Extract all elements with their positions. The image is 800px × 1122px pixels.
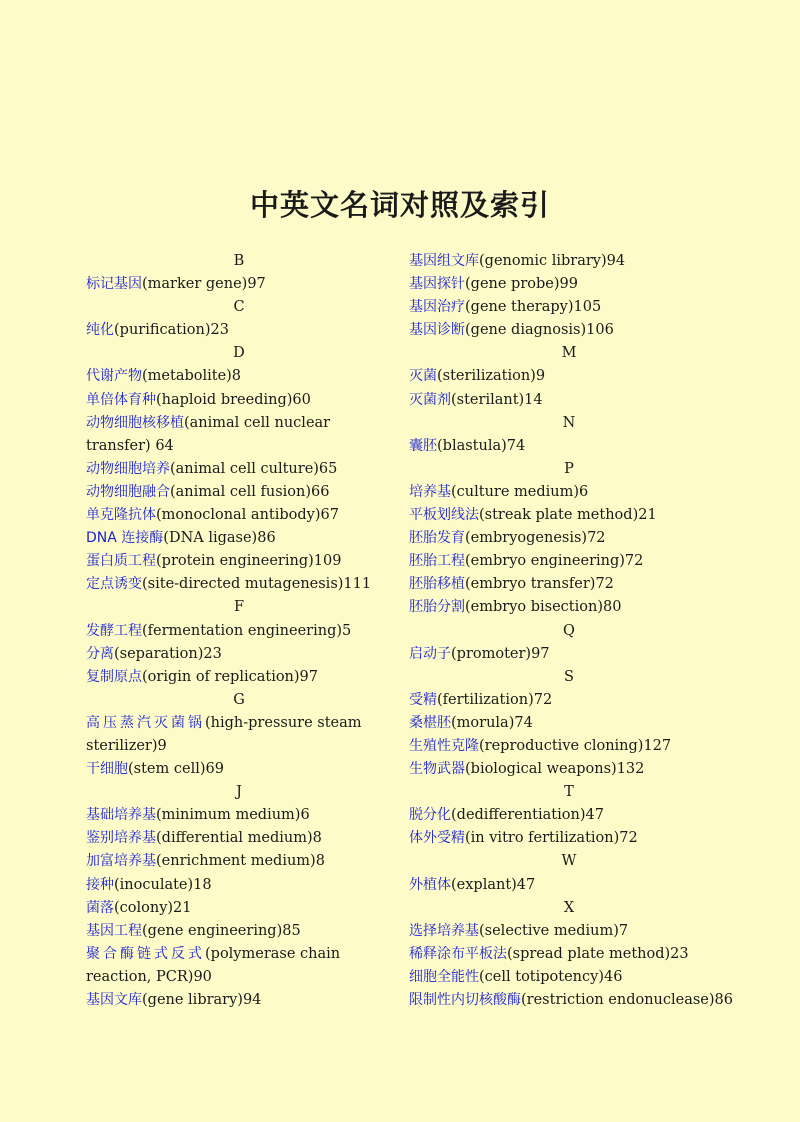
index-entry [409,689,729,712]
index-term-english-page: (purification)23 [114,322,229,339]
index-term-chinese: 单克隆抗体 [86,507,156,524]
index-term-english-page: (spread plate method)23 [507,945,689,962]
index-term-chinese: 脱分化 [409,807,451,824]
index-term-english-page: (gene engineering)85 [142,922,301,939]
index-entry [409,804,729,827]
index-term-english-page: (marker gene)97 [142,276,266,293]
index-term-english-page: (gene therapy)105 [465,299,602,316]
index-entry [86,827,392,850]
index-letter-heading: S [564,668,574,685]
index-entry [409,250,729,273]
index-term-chinese: 加富培养基 [86,853,156,870]
index-term-chinese: 基因组文库 [409,253,479,269]
index-term-english-page: (cell totipotency)46 [479,968,623,985]
index-term-chinese: 稀释涂布平板法 [409,945,507,962]
index-term-english-page: (biological weapons)132 [465,761,645,778]
index-entry [86,804,392,827]
index-term-english-page: (DNA ligase)86 [163,530,276,547]
index-column-left [86,250,392,1012]
index-term-english-page: (streak plate method)21 [479,507,657,524]
index-term-english-page: (sterilant)14 [451,391,543,408]
index-term-english-page: (colony)21 [114,899,192,916]
index-term-english-page: (site-directed mutagenesis)111 [142,576,372,593]
index-term-chinese: 聚合酶链式反式 [86,945,205,962]
index-term-english-page: (selective medium)7 [479,922,629,939]
index-entry [86,412,392,458]
index-entry [86,273,392,296]
index-term-english-page: (inoculate)18 [114,876,212,893]
index-letter-heading: C [233,299,245,316]
index-entry [86,897,392,920]
index-term-english-page: (origin of replication)97 [142,668,319,685]
index-term-chinese: 复制原点 [86,668,142,685]
index-term-english-page: (embryogenesis)72 [465,530,606,547]
index-term-chinese: 启动子 [409,645,451,662]
index-entry [86,527,392,550]
index-entry [86,712,392,758]
index-term-english-page: (stem cell)69 [128,761,224,778]
index-term-chinese: 定点诱变 [86,576,142,593]
index-term-english-page: (in vitro fertilization)72 [465,830,638,847]
page-title: 中英文名词对照及索引 [249,188,550,222]
index-entry [409,758,729,781]
index-term-english-page: (embryo transfer)72 [465,576,614,593]
index-term-chinese: 基因工程 [86,922,142,939]
index-entry [86,481,392,504]
index-term-english-page: (differential medium)8 [156,830,322,847]
index-term-english-page: (embryo bisection)80 [465,599,622,616]
index-term-chinese: 基因探针 [409,276,465,293]
index-entry [409,504,729,527]
index-entry [86,620,392,643]
index-entry [409,827,729,850]
index-term-chinese: 受精 [409,691,437,708]
index-term-chinese: 鉴别培养基 [86,830,156,847]
index-term-english-page: (culture medium)6 [451,483,589,500]
index-term-english-page: (gene library)94 [142,992,262,1008]
index-term-english-page: (metabolite)8 [142,368,242,385]
index-term-chinese: 标记基因 [86,276,142,293]
index-term-chinese: 干细胞 [86,761,128,778]
index-letter-heading: B [233,253,245,269]
index-letter-heading: D [233,345,245,362]
index-term-chinese: 发酵工程 [86,622,142,639]
index-entry [409,966,729,989]
index-entry [409,527,729,550]
index-letter-heading: P [564,460,574,477]
index-term-chinese: 外植体 [409,876,451,893]
index-term-chinese: 接种 [86,876,114,893]
index-entry [409,273,729,296]
index-term-chinese: 桑椹胚 [409,714,451,731]
index-term-chinese: 培养基 [409,483,451,500]
index-term-english-page: (polymerase chain reaction, PCR)90 [86,945,341,985]
index-term-english-page: (reproductive cloning)127 [479,737,672,754]
index-term-chinese: 胚胎工程 [409,553,465,570]
index-term-chinese: 基因治疗 [409,299,465,316]
index-entry [86,550,392,573]
index-term-chinese: 胚胎移植 [409,576,465,593]
index-entry [409,596,729,619]
index-column-right [409,250,733,1012]
index-term-english-page: (protein engineering)109 [156,553,342,570]
index-letter-heading: G [233,691,245,708]
index-term-chinese: 动物细胞培养 [86,460,170,477]
index-entry [409,481,729,504]
index-entry [409,389,729,412]
index-entry [86,989,392,1012]
index-term-chinese: 基因诊断 [409,322,465,339]
index-entry [86,850,392,873]
index-term-chinese: 菌落 [86,899,114,916]
index-term-chinese: 蛋白质工程 [86,553,156,570]
index-term-chinese: 生殖性克隆 [409,737,479,754]
index-entry [409,989,733,1012]
index-entry [409,365,729,388]
index-term-english-page: (minimum medium)6 [156,807,310,824]
index-entry [86,504,392,527]
index-term-chinese: 动物细胞核移植 [86,414,184,431]
index-entry [86,874,392,897]
index-term-english-page: (restriction endonuclease)86 [521,992,733,1008]
index-entry [409,643,729,666]
index-term-chinese: 囊胚 [409,437,437,454]
index-term-english-page: (haploid breeding)60 [156,391,311,408]
index-entry [409,735,729,758]
index-term-english-page: (promoter)97 [451,645,550,662]
index-letter-heading: Q [563,622,575,639]
index-letter-heading: X [563,899,575,916]
index-entry [86,943,392,989]
index-entry [86,643,392,666]
index-entry [409,296,729,319]
index-entry [86,458,392,481]
index-term-english-page: (embryo engineering)72 [465,553,644,570]
index-term-chinese: 生物武器 [409,761,465,778]
index-term-chinese: 灭菌剂 [409,391,451,408]
index-entry [409,573,729,596]
index-term-english-page: (gene diagnosis)106 [465,322,614,339]
index-entry [409,550,729,573]
index-term-english-page: (animal cell nuclear transfer) 64 [86,414,331,454]
index-letter-heading: M [561,345,577,362]
index-term-chinese: 平板划线法 [409,507,479,524]
index-term-english-page: (high-pressure steam sterilizer)9 [86,714,362,754]
index-letter-heading: N [562,414,576,431]
index-letter-heading: T [564,784,574,801]
index-term-english-page: (gene probe)99 [465,276,578,293]
index-term-english-page: (explant)47 [451,876,536,893]
index-letter-heading: F [233,599,245,616]
index-entry [86,573,392,596]
index-entry [409,319,729,342]
index-term-english-page: (fermentation engineering)5 [142,622,352,639]
index-term-chinese: 动物细胞融合 [86,483,170,500]
index-term-english-page: (animal cell fusion)66 [170,483,330,500]
index-entry [409,435,729,458]
index-term-chinese: 单倍体育种 [86,391,156,408]
index-entry [86,758,392,781]
index-entry [86,365,392,388]
index-term-chinese: 高压蒸汽灭菌锅 [86,714,205,731]
index-entry [86,920,392,943]
index-term-english-page: (blastula)74 [437,437,526,454]
index-term-chinese: 胚胎发育 [409,530,465,547]
index-term-chinese: 细胞全能性 [409,968,479,985]
index-term-chinese: 灭菌 [409,368,437,385]
index-term-chinese: 选择培养基 [409,922,479,939]
index-term-chinese: 分离 [86,645,114,662]
index-entry [86,319,392,342]
index-term-english-page: (animal cell culture)65 [170,460,338,477]
index-letter-heading: W [561,853,577,870]
index-entry [409,874,729,897]
index-term-chinese: 胚胎分割 [409,599,465,616]
index-term-chinese: 限制性内切核酸酶 [409,992,521,1008]
index-term-chinese: 代谢产物 [86,368,142,385]
index-term-english-page: (enrichment medium)8 [156,853,325,870]
index-term-english-page: (monoclonal antibody)67 [156,507,339,524]
index-term-english-page: (separation)23 [114,645,222,662]
index-term-english-page: (morula)74 [451,714,533,731]
index-term-chinese: DNA 连接酶 [86,530,164,547]
index-term-english-page: (dedifferentiation)47 [451,807,604,824]
index-term-chinese: 纯化 [86,322,114,339]
index-term-english-page: (fertilization)72 [437,691,553,708]
index-entry [409,920,729,943]
index-term-english-page: (sterilization)9 [437,368,546,385]
index-term-chinese: 体外受精 [409,830,465,847]
index-term-english-page: (genomic library)94 [479,253,626,269]
index-entry [86,666,392,689]
index-entry [409,943,729,966]
index-term-chinese: 基因文库 [86,992,142,1008]
index-term-chinese: 基础培养基 [86,807,156,824]
index-letter-heading: J [236,784,242,801]
index-entry [409,712,729,735]
index-entry [86,389,392,412]
